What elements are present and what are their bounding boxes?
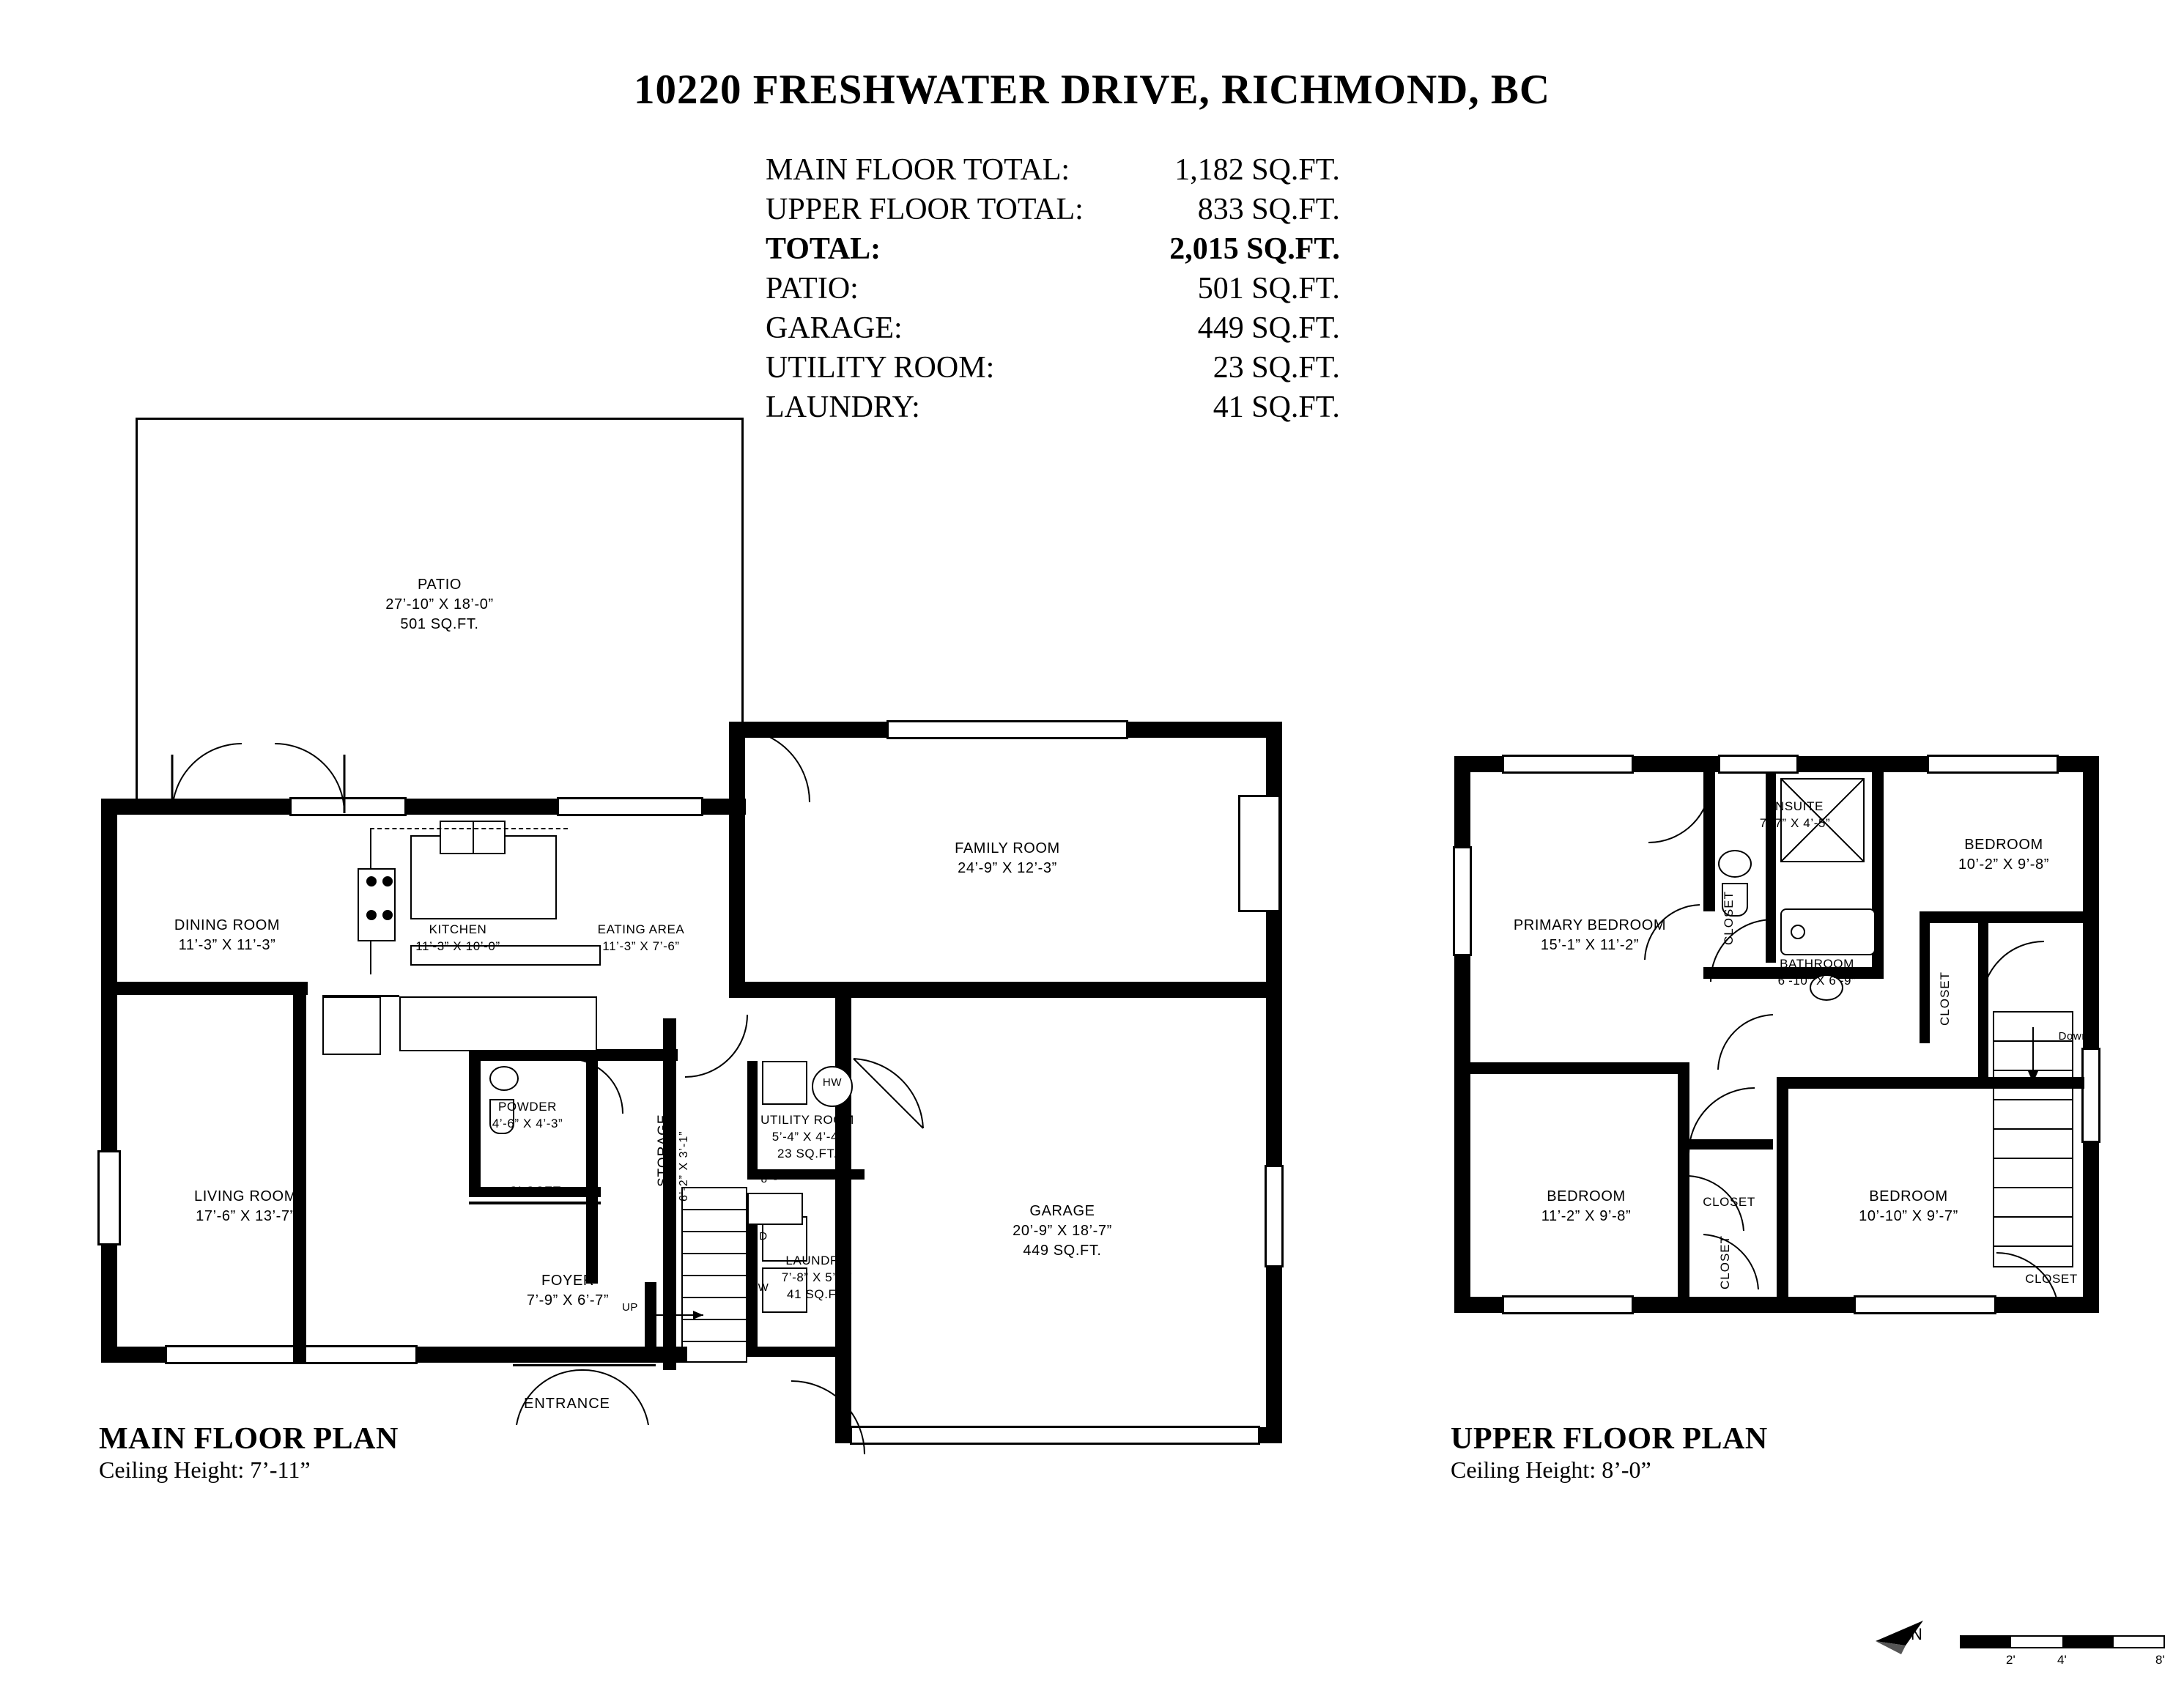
room-name: UTILITY ROOM <box>760 1113 854 1127</box>
summary-row <box>766 388 1340 427</box>
closet-label-primary <box>1722 891 1736 945</box>
window-upper-right <box>2081 1048 2100 1143</box>
room-dim: 20’-9” X 18’-7” <box>1013 1223 1112 1239</box>
summary-label: UTILITY ROOM: <box>766 351 995 385</box>
upper-stair-down-label <box>2044 1029 2103 1044</box>
room-label-bedroom-sw <box>1487 1187 1685 1226</box>
wall-living-top <box>117 982 308 995</box>
room-dim: 6’-2” X 3’-1” <box>678 1130 690 1202</box>
stair-tread <box>681 1341 747 1342</box>
room-name: PATIO <box>417 577 462 593</box>
room-name: CLOSET <box>508 1184 561 1198</box>
ceiling-height-text: Ceiling Height: 8’-0” <box>1451 1456 1651 1483</box>
stair-tread <box>681 1297 747 1298</box>
room-name: ENSUITE <box>1766 799 1824 813</box>
utility-shelf <box>762 1061 807 1105</box>
closet-text: CLOSET <box>1703 1195 1755 1209</box>
scale-tick-8 <box>2155 1653 2165 1667</box>
room-label-bedroom-ne <box>1898 835 2110 875</box>
summary-value: 501 SQ.FT. <box>1197 272 1340 306</box>
window-kitchen-top <box>557 797 703 816</box>
summary-label: TOTAL: <box>766 232 881 266</box>
room-dim: 11’-3” X 7’-6” <box>602 939 680 953</box>
room-name: BEDROOM <box>1964 837 2043 853</box>
room-label-ensuite <box>1707 799 1883 832</box>
down-text: Down <box>2058 1030 2089 1043</box>
kitchen-wall-stub <box>322 995 399 997</box>
patio-door-arc-left <box>169 740 264 821</box>
summary-label: PATIO: <box>766 272 859 306</box>
closet-text: CLOSET <box>1718 1234 1732 1289</box>
room-label-kitchen <box>370 922 546 955</box>
room-name: EATING AREA <box>597 922 685 936</box>
room-name: PRIMARY BEDROOM <box>1513 917 1667 933</box>
upper-stair-tread <box>1993 1099 2073 1100</box>
summary-label: LAUNDRY: <box>766 390 920 424</box>
room-dim: 10’-2” X 9’-8” <box>1958 856 2049 873</box>
window-upper-top-right <box>1927 755 2059 774</box>
room-label-family <box>901 839 1114 878</box>
room-name: LIVING ROOM <box>194 1188 297 1204</box>
page-title: 10220 FRESHWATER DRIVE, RICHMOND, BC <box>633 67 1551 113</box>
wall-family-bottom <box>729 982 1282 998</box>
wall-closet-bottom2 <box>469 1202 601 1204</box>
window-upper-top-mid <box>1718 755 1799 774</box>
bathroom-tub-drain <box>1791 925 1805 939</box>
room-label-utility <box>741 1112 873 1163</box>
dryer-text: D <box>759 1230 768 1243</box>
room-label-foyer <box>487 1271 648 1311</box>
plan-title-text: MAIN FLOOR PLAN <box>99 1422 399 1456</box>
summary-row <box>766 308 1340 348</box>
room-area: 23 SQ.FT. <box>777 1146 837 1160</box>
summary-value: 1,182 SQ.FT. <box>1174 153 1340 187</box>
summary-row <box>766 348 1340 388</box>
scale-bar-segment <box>2062 1635 2114 1648</box>
patio-wall-top <box>136 418 744 420</box>
door-arc-hall <box>681 1011 755 1084</box>
scale-bar-segment <box>1960 1635 2011 1648</box>
window-upper-bottom-right <box>1854 1295 1996 1314</box>
room-dim: 11’-3” X 10’-0” <box>415 939 500 953</box>
window-upper-left <box>1453 846 1472 956</box>
scale-tick-2 <box>2006 1653 2015 1667</box>
north-arrow-icon <box>1872 1612 1938 1663</box>
stair-down-arrow <box>2022 1026 2044 1084</box>
scale-tick-text: 4' <box>2057 1653 2067 1667</box>
window-living-bottom <box>165 1345 418 1364</box>
powder-sink <box>489 1066 519 1091</box>
summary-row <box>766 190 1340 229</box>
closet-text: CLOSET <box>2025 1272 2078 1286</box>
up-text: UP <box>621 1301 639 1314</box>
room-name: BATHROOM <box>1780 957 1854 971</box>
room-dim: 5’-4” X 4’-4” <box>771 1129 843 1144</box>
patio-wall-right <box>741 418 744 725</box>
window-upper-bottom-left <box>1502 1295 1634 1314</box>
room-dim: 4’-6” X 4’-3” <box>492 1116 563 1130</box>
room-dim: 11’-2” X 9’-8” <box>1541 1208 1632 1224</box>
summary-value: 23 SQ.FT. <box>1213 351 1340 385</box>
room-name: FOYER <box>541 1273 594 1289</box>
plan-title-text: UPPER FLOOR PLAN <box>1451 1422 1768 1456</box>
summary-row <box>766 269 1340 308</box>
stair-direction-arrow <box>645 1304 711 1326</box>
garage-door <box>850 1426 1260 1445</box>
wall-interior-center-upper <box>729 799 742 989</box>
room-label-bathroom <box>1736 956 1898 990</box>
exterior-wall-left <box>101 799 117 1363</box>
window-family-top <box>886 720 1128 739</box>
stair-tread <box>681 1209 747 1210</box>
ceiling-height-text: Ceiling Height: 7’-11” <box>99 1456 311 1483</box>
summary-row <box>766 150 1340 190</box>
upper-wall-ensuite-right <box>1872 772 1884 911</box>
stove-burner-3 <box>366 910 377 920</box>
wall-laundry-bottom <box>747 1347 846 1357</box>
window-upper-top-left <box>1502 755 1634 774</box>
summary-label: GARAGE: <box>766 311 903 345</box>
stair-tread <box>681 1275 747 1276</box>
room-label-closet-main <box>469 1183 601 1200</box>
room-name: POWDER <box>497 1100 558 1114</box>
room-dim: 7’-8” X 5’-4” <box>781 1270 853 1284</box>
upper-wall-closet-right-block <box>1920 911 1930 1043</box>
room-name: FAMILY ROOM <box>955 840 1060 856</box>
door-arc-bedroom-sw <box>1685 1084 1758 1158</box>
wall-dining-living <box>293 982 306 1363</box>
room-name: DINING ROOM <box>174 917 281 933</box>
door-arc-bedroom-ne <box>1978 938 2048 1007</box>
scale-tick-4 <box>2057 1653 2067 1667</box>
stair-tread <box>681 1253 747 1254</box>
ensuite-sink <box>1718 850 1752 878</box>
room-dim-storage <box>678 1130 691 1202</box>
upper-stair-tread <box>1993 1128 2073 1130</box>
room-name: BEDROOM <box>1547 1188 1626 1204</box>
room-name: STORAGE <box>656 1114 671 1187</box>
closet-text: CLOSET <box>1722 890 1736 945</box>
north-text: N <box>1911 1625 1922 1643</box>
room-dim: 17’-6” X 13’-7” <box>196 1208 295 1224</box>
area-summary-table <box>766 150 1340 427</box>
room-label-bedroom-s <box>1802 1187 2015 1226</box>
upper-wall-s-bedroom-left <box>1777 1077 1788 1311</box>
window-garage-right <box>1265 1165 1284 1267</box>
room-name: LAUNDRY <box>785 1254 848 1267</box>
closet-label-sw-top <box>1689 1194 1769 1211</box>
room-dim: 27’-10” X 18’-0” <box>385 596 494 612</box>
summary-value: 2,015 SQ.FT. <box>1169 232 1340 266</box>
stair-riser-label <box>747 1172 791 1187</box>
summary-value: 833 SQ.FT. <box>1197 193 1340 226</box>
room-label-primary-bedroom <box>1480 916 1700 955</box>
main-floor-plan-title <box>99 1421 399 1484</box>
window-living-left <box>97 1150 121 1245</box>
room-label-dining <box>125 916 330 955</box>
stair-count-text: 8’ - <box>760 1173 778 1185</box>
room-label-powder <box>458 1099 597 1133</box>
north-label <box>1911 1625 1922 1644</box>
entrance-threshold <box>513 1364 656 1366</box>
room-dim: 6’-10” X 6’-9” <box>1777 973 1857 988</box>
summary-row-total <box>766 229 1340 269</box>
closet-text: CLOSET <box>1938 971 1952 1026</box>
entrance-label: ENTRANCE <box>524 1396 611 1412</box>
room-name: GARAGE <box>1029 1203 1095 1219</box>
scale-tick-text: 8' <box>2155 1653 2165 1667</box>
washer-text: W <box>758 1281 769 1294</box>
kitchen-fridge <box>322 996 381 1055</box>
upper-stair-tread <box>1993 1158 2073 1159</box>
room-dim: 7’-9” X 6’-7” <box>526 1292 610 1308</box>
storage-shelf <box>747 1193 803 1225</box>
room-label-garage <box>960 1202 1165 1261</box>
room-dim: 7’-7” X 4’-5” <box>1759 815 1831 830</box>
stove-burner-1 <box>366 876 377 886</box>
room-label-storage <box>656 1114 672 1187</box>
summary-label: UPPER FLOOR TOTAL: <box>766 193 1084 226</box>
room-area: 501 SQ.FT. <box>400 616 479 632</box>
upper-wall-hall-left <box>1454 1062 1689 1074</box>
room-label-eating <box>553 922 729 955</box>
window-family-right <box>1238 795 1281 912</box>
scale-tick-text: 2' <box>2006 1653 2015 1667</box>
room-dim: 15’-1” X 11’-2” <box>1540 937 1640 953</box>
upper-wall-ne-bedroom-bottom <box>1920 911 2099 923</box>
room-area: 449 SQ.FT. <box>1023 1243 1102 1259</box>
room-label-laundry <box>747 1253 886 1303</box>
kitchen-peninsula <box>399 996 597 1051</box>
upper-floor-plan-title <box>1451 1421 1768 1484</box>
dryer-label <box>755 1229 772 1244</box>
kitchen-sink-divider <box>473 822 474 853</box>
summary-value: 449 SQ.FT. <box>1197 311 1340 345</box>
room-dim: 24’-9” X 12’-3” <box>958 860 1057 876</box>
door-arc-hall-upper <box>1714 1011 1780 1077</box>
patio-door-arc-right <box>256 740 352 821</box>
summary-label: MAIN FLOOR TOTAL: <box>766 153 1070 187</box>
door-arc-closet-sw2 <box>1700 1231 1766 1297</box>
upper-wall-left <box>1454 756 1470 1313</box>
stove-burner-2 <box>382 876 393 886</box>
closet-label-sw <box>1718 1235 1733 1289</box>
patio-wall-left <box>136 418 138 799</box>
kitchen-upper-cabinet-line <box>370 828 568 829</box>
room-name: BEDROOM <box>1869 1188 1948 1204</box>
family-patio-door-arc <box>733 725 828 813</box>
stove-burner-4 <box>382 910 393 920</box>
room-label-living <box>136 1187 355 1226</box>
room-dim: 10’-10” X 9’-7” <box>1859 1208 1958 1224</box>
closet-label-ne <box>1938 971 1952 1026</box>
stair-tread <box>681 1231 747 1232</box>
hot-water-label <box>812 1076 853 1090</box>
room-dim: 11’-3” X 11’-3” <box>178 937 276 953</box>
room-label-patio <box>308 575 571 634</box>
closet-label-s <box>2007 1271 2095 1288</box>
summary-value: 41 SQ.FT. <box>1213 390 1340 424</box>
room-area: 41 SQ.FT. <box>787 1287 847 1301</box>
room-name: KITCHEN <box>429 922 487 936</box>
garage-side-door-arc <box>788 1377 868 1458</box>
hw-text: HW <box>822 1076 843 1089</box>
